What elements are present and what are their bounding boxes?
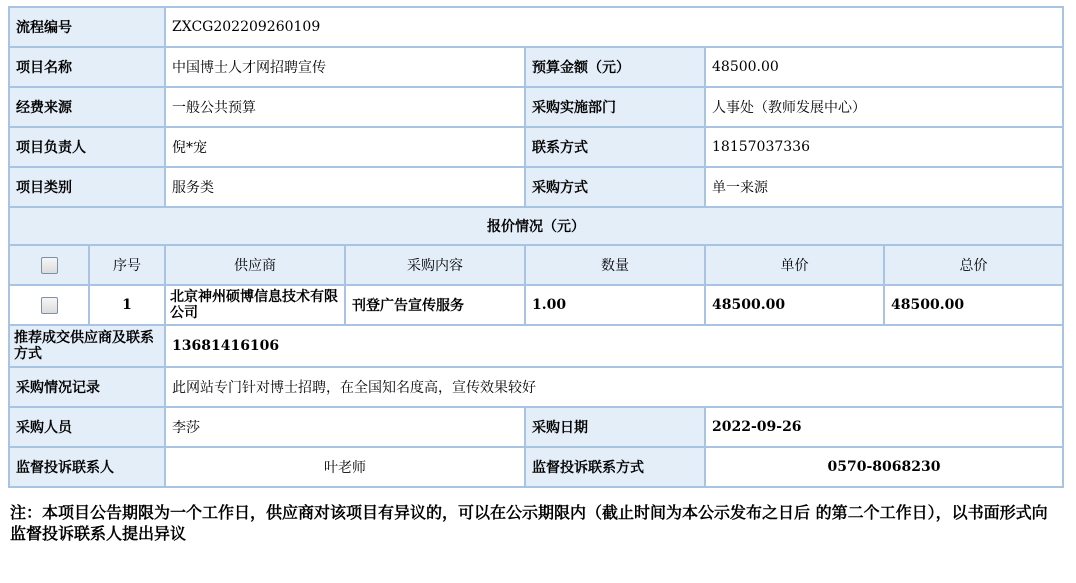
- purchase-date-label: 采购日期: [525, 407, 705, 447]
- project-type-label: 项目类别: [9, 167, 165, 207]
- project-name-value: 中国博士人才网招聘宣传: [165, 47, 525, 87]
- purchase-method-value: 单一来源: [705, 167, 1063, 207]
- contact-value: 18157037336: [705, 127, 1063, 167]
- supervisor-contact-label: 监督投诉联系方式: [525, 447, 705, 487]
- header-content: 采购内容: [345, 245, 525, 285]
- process-no-value: ZXCG202209260109: [165, 7, 1063, 47]
- table-row: [9, 285, 1063, 325]
- purchase-date-value: 2022-09-26: [705, 407, 1063, 447]
- purchasing-dept-label: 采购实施部门: [525, 87, 705, 127]
- purchasing-dept-value: 人事处（教师发展中心）: [705, 87, 1063, 127]
- contact-label: 联系方式: [525, 127, 705, 167]
- row-qty: 1.00: [525, 285, 705, 325]
- header-no: 序号: [89, 245, 165, 285]
- recommended-value: 13681416106: [165, 325, 1063, 367]
- fund-source-label: 经费来源: [9, 87, 165, 127]
- recommended-label: 推荐成交供应商及联系方式: [9, 325, 165, 367]
- record-value: 此网站专门针对博士招聘，在全国知名度高，宣传效果较好: [165, 367, 1063, 407]
- row-supplier: 北京神州硕博信息技术有限公司: [165, 285, 345, 325]
- budget-value: 48500.00: [705, 47, 1063, 87]
- row-total: 48500.00: [884, 285, 1063, 325]
- project-name-label: 项目名称: [9, 47, 165, 87]
- select-all-cell: [9, 245, 89, 285]
- project-lead-label: 项目负责人: [9, 127, 165, 167]
- supervisor-contact-value: 0570-8068230: [705, 447, 1063, 487]
- row-no: 1: [89, 285, 165, 325]
- project-lead-value: 倪*宠: [165, 127, 525, 167]
- process-no-label: 流程编号: [9, 7, 165, 47]
- purchaser-label: 采购人员: [9, 407, 165, 447]
- header-unit-price: 单价: [705, 245, 884, 285]
- header-total: 总价: [884, 245, 1063, 285]
- budget-label: 预算金额（元）: [525, 47, 705, 87]
- row-content: 刊登广告宣传服务: [345, 285, 525, 325]
- quote-section-title: 报价情况（元）: [9, 207, 1063, 245]
- supervisor-label: 监督投诉联系人: [9, 447, 165, 487]
- project-type-value: 服务类: [165, 167, 525, 207]
- record-label: 采购情况记录: [9, 367, 165, 407]
- header-supplier: 供应商: [165, 245, 345, 285]
- select-all-checkbox[interactable]: [41, 257, 58, 274]
- fund-source-value: 一般公共预算: [165, 87, 525, 127]
- purchase-method-label: 采购方式: [525, 167, 705, 207]
- row-select-cell: [9, 285, 89, 325]
- purchaser-value: 李莎: [165, 407, 525, 447]
- procurement-info-table: [8, 6, 1064, 488]
- row-checkbox[interactable]: [41, 297, 58, 314]
- header-qty: 数量: [525, 245, 705, 285]
- supervisor-value: 叶老师: [165, 447, 525, 487]
- objection-note: 注：本项目公告期限为一个工作日，供应商对该项目有异议的，可以在公示期限内（截止时间为本公示发布之日后 的第二个工作日），以书面形式向监督投诉联系人提出异议: [10, 503, 1048, 543]
- row-unit-price: 48500.00: [705, 285, 884, 325]
